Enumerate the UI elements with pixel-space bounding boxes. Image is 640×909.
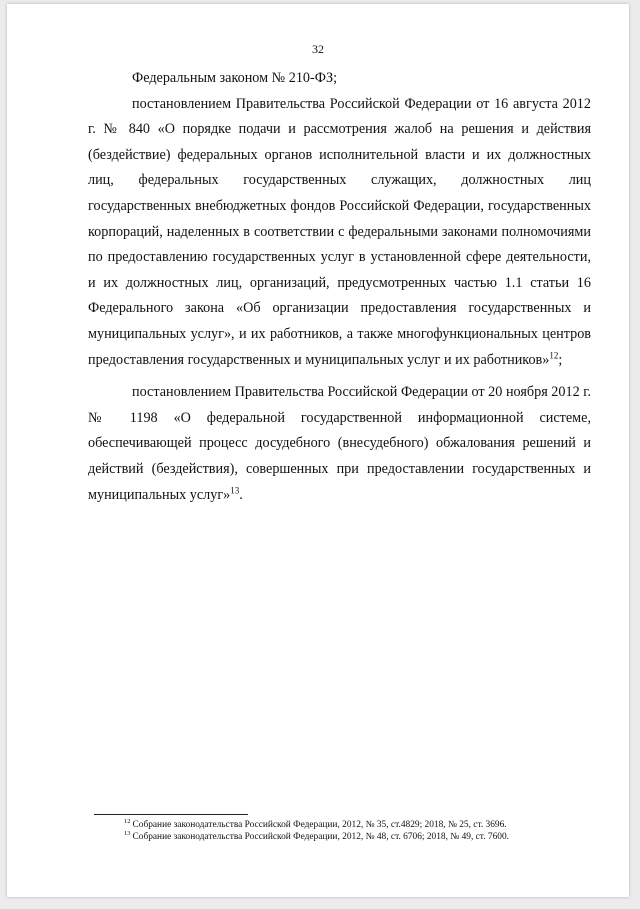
paragraph-text: постановлением Правительства Российской Федерации от 16 августа 2012 г. № 840 «О порядке подачи и рассмотрения жалоб на решения и действия (бездействие) федеральных органов исполнительной власти и их должностных лиц, федеральных государственных служащих, должностных лиц государственных внебюджетных фондов Российской Федерации, государственных корпораций, наделенных в соответствии с федеральными законами полномочиями по предоставлению государственных услуг в установленной сфере деятельности, и их должностных лиц, организаций, предусмотренных частью 1.1 статьи 16 Федерального закона «Об организации предоставления государственных и муниципальных услуг», и их работников, а также многофункциональных центров предоставления государственных и муниципальных услуг и их работников»: [88, 95, 591, 368]
footnote-12: [124, 819, 604, 831]
paragraph-punctuation: ;: [558, 351, 563, 368]
page-number: 32: [312, 42, 324, 56]
paragraph-text: Федеральным законом № 210-ФЗ;: [132, 70, 338, 86]
document-page: [7, 4, 629, 897]
footnote-13: [124, 831, 604, 843]
footnote-text: Собрание законодательства Российской Федерации, 2012, № 35, ст.4829; 2018, № 25, ст. 3696.: [132, 820, 507, 830]
footnote-text: Собрание законодательства Российской Федерации, 2012, № 48, ст. 6706; 2018, № 49, ст. 7600.: [132, 832, 509, 843]
footnote-number: 12: [124, 817, 131, 825]
paragraph-resolution-1198: [88, 380, 591, 508]
footnote-reference: 12: [549, 349, 559, 360]
paragraph-punctuation: .: [239, 486, 243, 503]
paragraph-resolution-840: [88, 92, 591, 374]
footnote-divider: [94, 814, 248, 815]
paragraph-federal-law: [88, 66, 591, 92]
paragraph-text: постановлением Правительства Российской Федерации от 20 ноября 2012 г. № 1198 «О федеральной государственной информационной системе, обеспечивающей процесс досудебного (внесудебного) обжалования решений и действий (бездействия), совершенных при предоставлении государственных и муниципальных услуг»: [88, 384, 591, 503]
footnote-reference: 13: [230, 484, 240, 495]
footnote-number: 13: [124, 830, 131, 838]
footnotes: [124, 819, 604, 844]
body-text: [88, 66, 591, 508]
